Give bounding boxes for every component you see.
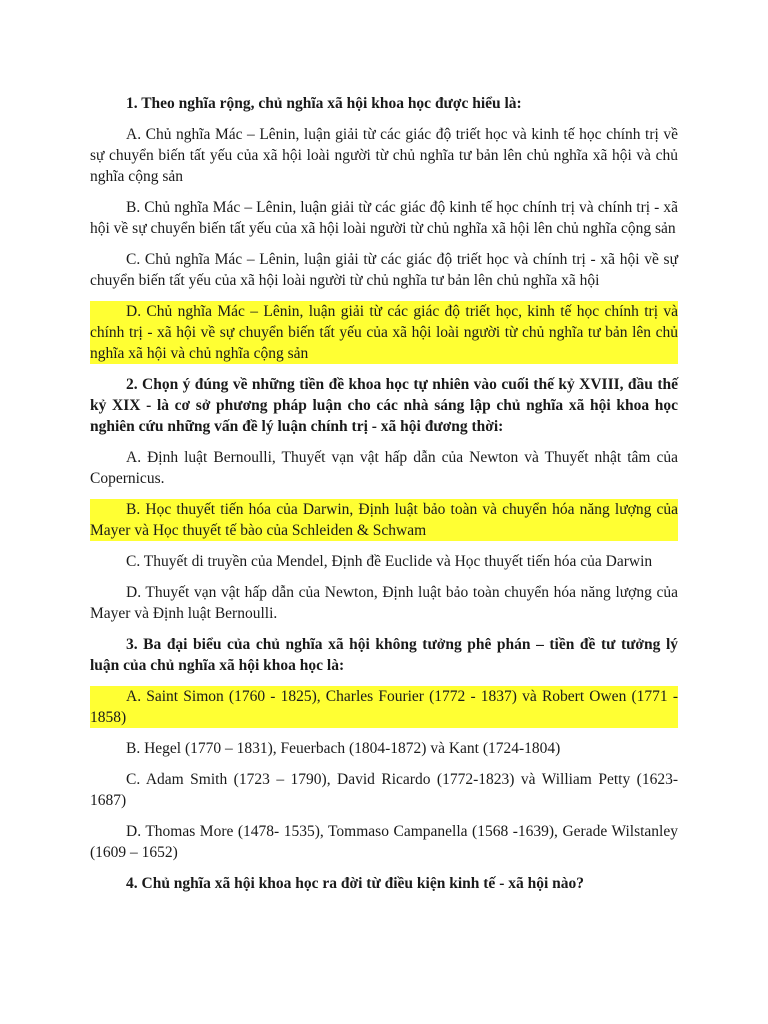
question-1-option-a: A. Chủ nghĩa Mác – Lênin, luận giải từ các giác độ triết học và kinh tế học chính trị về sự chuyển biến tất yếu của xã hội loài người từ chủ nghĩa tư bản lên chủ nghĩa xã hội và chủ nghĩa cộng sản [90,126,678,185]
question-2-option-c: C. Thuyết di truyền của Mendel, Định đề Euclide và Học thuyết tiến hóa của Darwin [126,553,653,570]
question-3: 3. Ba đại biểu của chủ nghĩa xã hội không tưởng phê phán – tiền đề tư tưởng lý luận của chủ nghĩa xã hội khoa học là: [90,636,678,674]
question-1: 1. Theo nghĩa rộng, chủ nghĩa xã hội khoa học được hiểu là: [126,95,522,112]
question-2-option-a: A. Định luật Bernoulli, Thuyết vạn vật hấp dẫn của Newton và Thuyết nhật tâm của Copernicus. [90,449,678,487]
question-2-option-d: D. Thuyết vạn vật hấp dẫn của Newton, Định luật bảo toàn chuyển hóa năng lượng của Mayer và Định luật Bernoulli. [90,584,678,622]
question-3-option-b: B. Hegel (1770 – 1831), Feuerbach (1804-1872) và Kant (1724-1804) [126,740,561,757]
question-1-option-c: C. Chủ nghĩa Mác – Lênin, luận giải từ các giác độ triết học và chính trị - xã hội về sự chuyển biến tất yếu của xã hội loài người từ chủ nghĩa tư bản lên chủ nghĩa xã hội [90,251,678,289]
question-3-option-d: D. Thomas More (1478- 1535), Tommaso Campanella (1568 -1639), Gerade Wilstanley (1609 – 1652) [90,823,678,861]
question-2-option-b-highlighted: B. Học thuyết tiến hóa của Darwin, Định luật bảo toàn và chuyển hóa năng lượng của Mayer và Học thuyết tế bào của Schleiden & Schwam [90,501,678,539]
question-3-option-a-highlighted: A. Saint Simon (1760 - 1825), Charles Fourier (1772 - 1837) và Robert Owen (1771 - 1858) [90,688,678,726]
question-4: 4. Chủ nghĩa xã hội khoa học ra đời từ điều kiện kinh tế - xã hội nào? [126,875,585,892]
question-3-option-c: C. Adam Smith (1723 – 1790), David Ricardo (1772-1823) và William Petty (1623-1687) [90,771,678,809]
question-1-option-d-highlighted: D. Chủ nghĩa Mác – Lênin, luận giải từ các giác độ triết học, kinh tế học chính trị và chính trị - xã hội về sự chuyển biến tất yếu của xã hội loài người từ chủ nghĩa tư bản lên chủ nghĩa xã hội và chủ nghĩa cộng sản [90,303,678,362]
question-1-option-b: B. Chủ nghĩa Mác – Lênin, luận giải từ các giác độ kinh tế học chính trị và chính trị - xã hội về sự chuyển biến tất yếu của xã hội loài người từ chủ nghĩa xã hội lên chủ nghĩa cộng sản [90,199,678,237]
question-2: 2. Chọn ý đúng về những tiền đề khoa học tự nhiên vào cuối thế kỷ XVIII, đầu thế kỷ XIX - là cơ sở phương pháp luận cho các nhà sáng lập chủ nghĩa xã hội khoa học nghiên cứu những vấn đề lý luận chính trị - xã hội đương thời: [90,376,678,435]
